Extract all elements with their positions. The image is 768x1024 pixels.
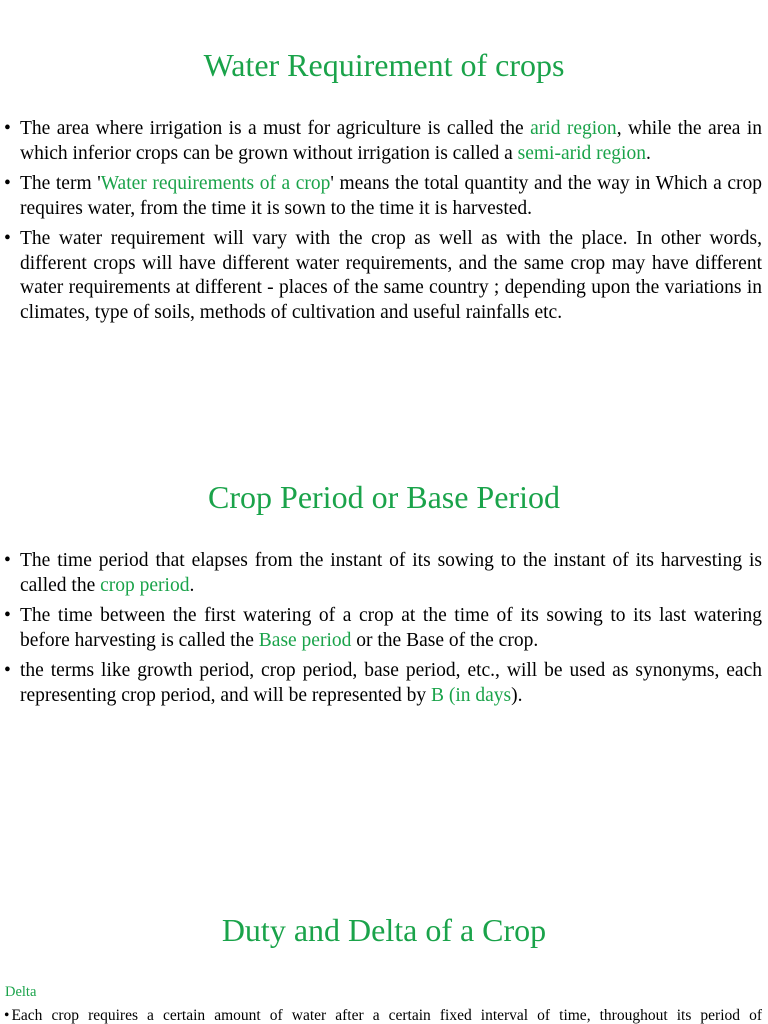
bullet-text: or the Base of the crop.: [351, 629, 539, 651]
term-highlight: B (in days: [430, 684, 512, 706]
bullet-text: , while the area in which inferior crops can be grown without irrigation is called a: [20, 118, 762, 164]
bullet-text: The time period that elapses from the instant of its sowing to the instant of its harvesting is called the: [20, 550, 762, 596]
term-highlight: Base period: [258, 629, 352, 651]
section-title-duty-delta: Duty and Delta of a Crop: [221, 912, 547, 948]
bullet-text: the terms like growth period, crop period, base period, etc., will be used as synonyms, each representing crop period, and will be represented by: [20, 660, 762, 706]
bullet-icon: •: [4, 1007, 10, 1024]
bullet-item: [4, 604, 762, 653]
bullet-text: The term ': [20, 173, 101, 194]
term-highlight: Water requirements of a crop: [100, 173, 331, 194]
delta-bullet-item: [4, 1006, 762, 1024]
bullet-item: [4, 227, 762, 325]
bullet-item: [4, 117, 762, 166]
term-highlight: arid region: [530, 118, 617, 139]
water-requirement-bullet-list: [4, 117, 762, 331]
bullet-text: The area where irrigation is a must for agriculture is called the: [20, 118, 531, 139]
section-title-water-requirement: Water Requirement of crops: [203, 47, 565, 83]
bullet-item: [4, 549, 762, 598]
bullet-icon: •: [4, 660, 11, 681]
bullet-text: .: [645, 142, 651, 164]
term-highlight: crop period: [100, 574, 190, 596]
bullet-icon: •: [4, 550, 11, 571]
bullet-icon: •: [4, 605, 11, 626]
bullet-text: ' means the total quantity and the way in Which a crop requires water, from the time it is sown to the time it is harvested.: [20, 173, 762, 219]
bullet-icon: •: [4, 173, 11, 194]
delta-subheading: Delta: [5, 984, 37, 1000]
bullet-text: Each crop requires a certain amount of water after a certain fixed interval of time, throughout its period of: [11, 1007, 762, 1024]
section-title-crop-period: Crop Period or Base Period: [208, 479, 560, 515]
crop-period-bullet-list: [4, 549, 762, 714]
bullet-item: [4, 172, 762, 221]
bullet-item: [4, 659, 762, 708]
bullet-text: .: [189, 574, 195, 596]
bullet-icon: •: [4, 118, 11, 139]
bullet-text: ).: [511, 684, 523, 706]
bullet-text: The water requirement will vary with the crop as well as with the place. In other words, different crops will have different water requirements, and the same crop may have different water requirements at different - places of the same country ; depending upon the variations in climates, type of soils, methods of cultivation and useful rainfalls etc.: [20, 228, 762, 323]
term-highlight: semi-arid region: [517, 142, 646, 164]
bullet-text: The time between the first watering of a crop at the time of its sowing to its last watering before harvesting is called the: [20, 605, 762, 651]
bullet-icon: •: [4, 228, 11, 249]
